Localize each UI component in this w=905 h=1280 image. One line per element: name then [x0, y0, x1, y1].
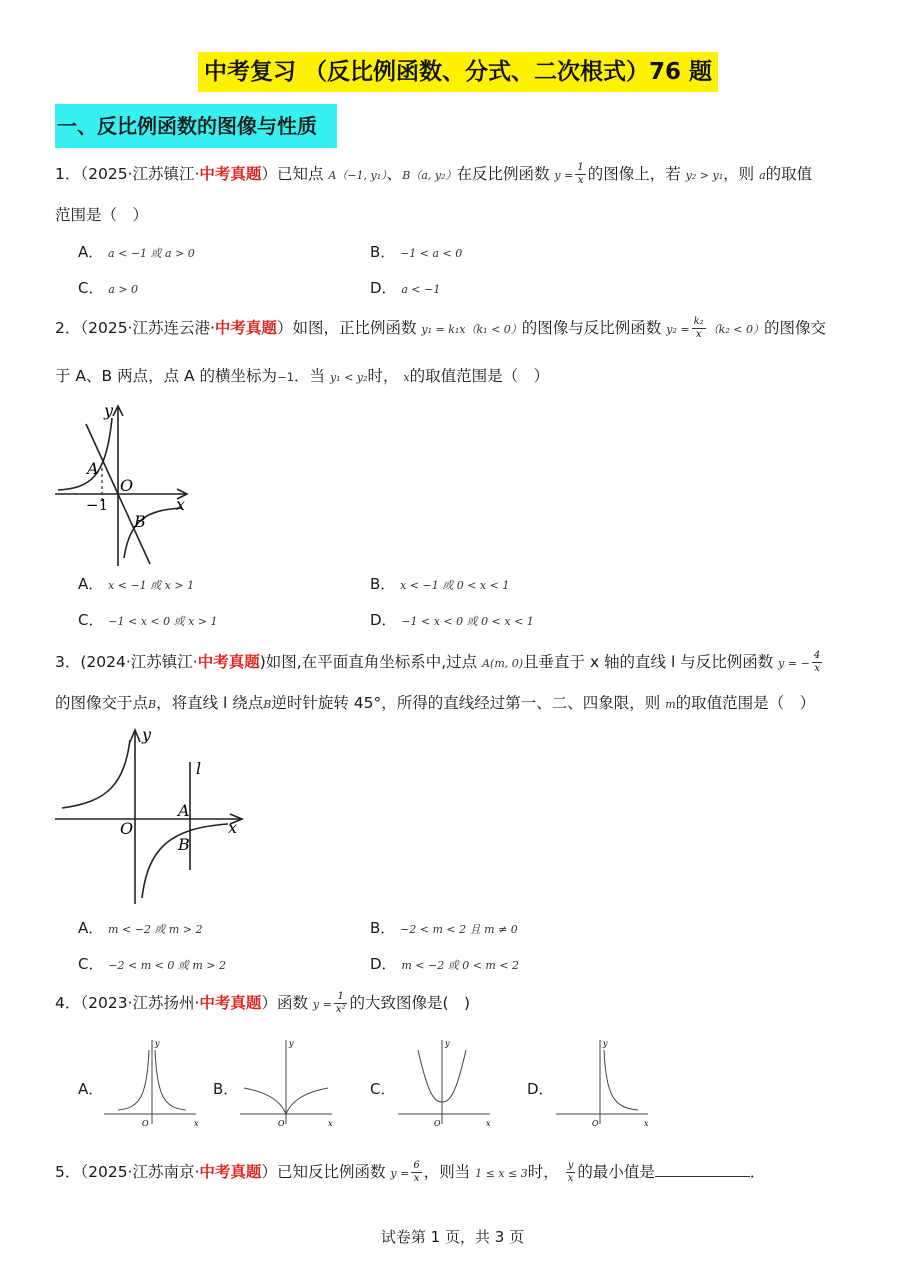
q4d-label-y: y — [603, 1039, 608, 1048]
q2-opt-b-math: x < −1 或 0 < x < 1 — [400, 579, 510, 592]
q4-fraction — [334, 991, 348, 1016]
q5-range: 1 ≤ x ≤ 3 — [475, 1167, 528, 1180]
q4b-curve-right — [286, 1088, 328, 1114]
q3-option-d[interactable] — [370, 953, 519, 974]
q2-fn-1: y₁ = k₁x（k₁ < 0） — [421, 323, 522, 336]
q5-text: ）已知反比例函数 — [261, 1163, 386, 1181]
q3-fraction — [812, 650, 822, 675]
q5-fraction — [411, 1160, 421, 1185]
q2-opt-a-math: x < −1 或 x > 1 — [108, 579, 195, 592]
q3-option-c[interactable] — [78, 953, 226, 974]
q1-opt-b-math: −1 < a < 0 — [400, 247, 463, 260]
q2-text-5: ．当 — [294, 367, 326, 385]
q2-opt-c-math: −1 < x < 0 或 x > 1 — [108, 615, 218, 628]
q4-option-b[interactable]: B． — [213, 1080, 239, 1098]
q3-opt-b-math: −2 < m < 2 且 m ≠ 0 — [400, 923, 518, 936]
q5-ratio-num: y — [567, 1160, 574, 1171]
q4a-label-x: x — [194, 1119, 199, 1128]
q3-label-b: B — [178, 835, 190, 854]
q3-option-a[interactable] — [78, 917, 203, 938]
q1-point-b: B（a, y₂） — [402, 169, 457, 182]
q3-text: )如图,在平面直角坐标系中,过点 — [259, 653, 478, 671]
q2-fn-2-lhs: y₂ = — [666, 323, 690, 336]
q1-line-2: 范围是（ ） — [55, 206, 149, 224]
q2-option-b[interactable] — [370, 573, 509, 594]
q4-graph-a — [100, 1036, 200, 1130]
q3-label-o: O — [120, 819, 134, 838]
q4-graph-d — [552, 1036, 652, 1130]
q1-text-5: 的取值 — [765, 165, 813, 183]
q3-text-6: 的取值范围是（ ） — [675, 694, 816, 712]
q2-fn-2-rhs: （k₂ < 0） — [707, 323, 764, 336]
q2-label-a: A — [87, 459, 99, 478]
q3-text-5: 逆时针旋转 45°，所得的直线经过第一、二、四象限，则 — [271, 694, 661, 712]
q4a-curve-right — [155, 1050, 186, 1110]
q4c-label-x: x — [486, 1119, 491, 1128]
q3-frac-den: x — [814, 663, 820, 674]
q1-var: a — [759, 169, 766, 182]
q4b-label-x: x — [328, 1119, 333, 1128]
q1-text-4: ，则 — [723, 165, 755, 183]
q2-option-a[interactable] — [78, 573, 194, 594]
q3-opt-b-label: B． — [370, 919, 396, 937]
q3-figure — [50, 722, 250, 908]
q3-label-y: y — [142, 725, 152, 744]
q2-figure — [50, 398, 200, 570]
q3-label-a: A — [178, 801, 190, 820]
q4d-label-o: O — [592, 1119, 599, 1128]
q2-label-o: O — [120, 476, 134, 495]
q1-opt-d-math: a < −1 — [401, 283, 441, 296]
q2-text-2: 的图像与反比例函数 — [521, 319, 662, 337]
q1-tag: 中考真题 — [199, 165, 262, 183]
q1-opt-a-math: a < −1 或 a > 0 — [108, 247, 195, 260]
q4b-label-o: O — [278, 1119, 285, 1128]
q2-opt-c-label: C． — [78, 611, 104, 629]
q5-fn-lhs: y = — [390, 1167, 410, 1180]
q1-opt-c-math: a > 0 — [108, 283, 139, 296]
q4-text-2: 的大致图像是( ) — [349, 994, 471, 1012]
q5-tag: 中考真题 — [199, 1163, 262, 1181]
q4-number: 4．（2023·江苏扬州· — [55, 994, 200, 1012]
q3-text-4: ，将直线 l 绕点 — [156, 694, 264, 712]
q1-opt-b-label: B． — [370, 243, 396, 261]
q4-frac-den: x² — [335, 1004, 346, 1015]
q4b-label-y: y — [289, 1039, 294, 1048]
q5-ratio — [566, 1160, 576, 1185]
q4c-label-y: y — [445, 1039, 450, 1048]
q3-opt-d-math: m < −2 或 0 < m < 2 — [401, 959, 520, 972]
q2-text: ）如图，正比例函数 — [276, 319, 417, 337]
q3-text-3: 的图像交于点 — [55, 694, 149, 712]
q3-opt-c-math: −2 < m < 0 或 m > 2 — [108, 959, 226, 972]
q5-text-3: 时， — [527, 1163, 559, 1181]
q4a-label-y: y — [155, 1039, 160, 1048]
q2-label-b: B — [134, 512, 146, 531]
q3-opt-a-label: A． — [78, 919, 104, 937]
q1-option-c[interactable] — [78, 277, 138, 298]
section-heading: 一、反比例函数的图像与性质 — [55, 104, 337, 148]
q2-option-d[interactable] — [370, 609, 534, 630]
q3-fn-lhs: y = − — [778, 657, 810, 670]
q2-condition: y₁ < y₂ — [329, 371, 368, 384]
q3-text-2: 且垂直于 x 轴的直线 l 与反比例函数 — [523, 653, 774, 671]
question-1 — [55, 162, 812, 187]
q1-option-b[interactable] — [370, 241, 462, 262]
q4a-curve-left — [118, 1050, 149, 1110]
q1-opt-a-label: A． — [78, 243, 104, 261]
q5-text-5: ． — [749, 1163, 766, 1181]
q4-option-c[interactable]: C． — [370, 1080, 396, 1098]
q3-line-2 — [55, 692, 815, 716]
q3-point-a: A(m, 0) — [482, 657, 524, 670]
q3-hyperbola-left — [62, 740, 130, 808]
q2-text-4: 于 A、B 两点，点 A 的横坐标为 — [55, 367, 278, 385]
q4c-label-o: O — [434, 1119, 441, 1128]
question-5 — [55, 1160, 765, 1185]
q3-number: 3．(2024·江苏镇江· — [55, 653, 198, 671]
q4d-label-x: x — [644, 1119, 649, 1128]
q4-graph-b — [236, 1036, 336, 1130]
q5-frac-num: 6 — [413, 1160, 420, 1171]
q4-fn-lhs: y = — [312, 998, 332, 1011]
q1-frac-num: 1 — [577, 162, 584, 173]
page-footer: 试卷第 1 页，共 3 页 — [380, 1228, 525, 1246]
q2-text-3: 的图像交 — [763, 319, 826, 337]
q4-option-a[interactable]: A． — [78, 1080, 104, 1098]
q5-number: 5．（2025·江苏南京· — [55, 1163, 200, 1181]
q2-value: −1 — [277, 370, 295, 384]
q4-option-d[interactable]: D． — [527, 1080, 554, 1098]
q1-point-a: A（−1, y₁） — [328, 169, 387, 182]
q1-text-2: 在反比例函数 — [456, 165, 550, 183]
question-2 — [55, 316, 826, 341]
q1-condition: y₂ > y₁ — [685, 169, 724, 182]
q1-fraction — [575, 162, 585, 187]
q2-number: 2．（2025·江苏连云港· — [55, 319, 215, 337]
q3-frac-num: 4 — [813, 650, 821, 661]
q2-frac-num: k₂ — [693, 316, 704, 327]
q2-label-y: y — [104, 401, 114, 420]
q2-text-7: 的取值范围是（ ） — [409, 367, 550, 385]
q3-var: m — [665, 698, 676, 711]
q1-opt-d-label: D． — [370, 279, 397, 297]
q1-option-d[interactable] — [370, 277, 440, 298]
q3-point-b-2: B — [263, 698, 272, 711]
q3-label-l: l — [196, 759, 202, 778]
q1-number: 1．（2025·江苏镇江· — [55, 165, 200, 183]
q3-label-x: x — [228, 818, 238, 837]
q5-text-4: 的最小值是 — [577, 1163, 655, 1181]
q1-text: ）已知点 — [261, 165, 324, 183]
q1-text-3: 的图像上，若 — [587, 165, 681, 183]
q2-text-6: 时， — [367, 367, 399, 385]
q1-sep: 、 — [386, 165, 403, 183]
q1-option-a[interactable] — [78, 241, 195, 262]
q2-label-x: x — [176, 495, 186, 514]
q3-opt-a-math: m < −2 或 m > 2 — [108, 923, 203, 936]
q5-frac-den: x — [413, 1173, 420, 1184]
q4-tag: 中考真题 — [199, 994, 262, 1012]
q2-opt-d-label: D． — [370, 611, 397, 629]
q3-opt-c-label: C． — [78, 955, 104, 973]
q5-answer-blank[interactable] — [655, 1162, 750, 1177]
q3-opt-d-label: D． — [370, 955, 397, 973]
page-title: 中考复习 （反比例函数、分式、二次根式）76 题 — [198, 52, 718, 92]
question-4 — [55, 991, 470, 1016]
q1-fn-lhs: y = — [554, 169, 574, 182]
question-3 — [55, 650, 824, 675]
q2-fraction — [692, 316, 706, 341]
q2-label-neg1: −1 — [86, 496, 109, 514]
q4d-curve — [604, 1050, 638, 1110]
q2-option-c[interactable] — [78, 609, 218, 630]
q1-frac-den: x — [577, 175, 584, 186]
q3-option-b[interactable] — [370, 917, 518, 938]
q4-graph-c — [394, 1036, 494, 1130]
q4-text: ）函数 — [261, 994, 308, 1012]
q2-opt-b-label: B． — [370, 575, 396, 593]
q1-opt-c-label: C． — [78, 279, 104, 297]
q2-frac-den: x — [695, 329, 702, 340]
q2-hyperbola-right — [124, 508, 182, 558]
q2-var: x — [403, 371, 410, 384]
q4b-curve-left — [244, 1088, 286, 1114]
q3-tag: 中考真题 — [197, 653, 260, 671]
q2-opt-d-math: −1 < x < 0 或 0 < x < 1 — [401, 615, 534, 628]
q4-frac-num: 1 — [334, 991, 348, 1004]
q2-hyperbola-left — [58, 418, 112, 490]
q2-line-2 — [55, 365, 549, 389]
q2-tag: 中考真题 — [214, 319, 277, 337]
q5-ratio-den: x — [567, 1173, 574, 1184]
q4a-label-o: O — [142, 1119, 149, 1128]
q2-opt-a-label: A． — [78, 575, 104, 593]
q5-text-2: ，则当 — [423, 1163, 471, 1181]
q3-point-b: B — [148, 698, 157, 711]
